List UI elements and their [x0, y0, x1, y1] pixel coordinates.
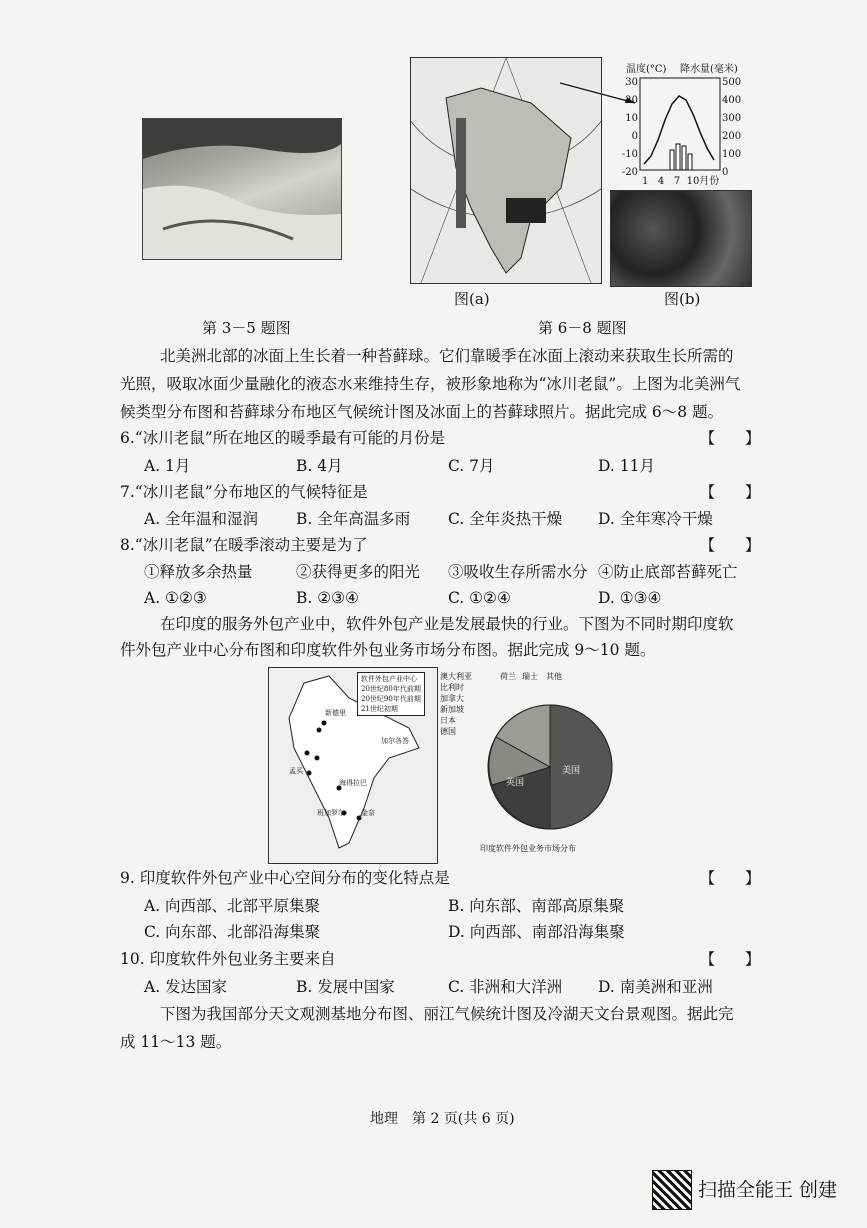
india-software-market-pie [440, 667, 615, 862]
city-chennai: 金奈 [361, 809, 375, 817]
q6-answer-bracket[interactable]: 【 】 [700, 429, 761, 447]
q9-option-d: D. 向西部、南部沿海集聚 [448, 923, 625, 941]
scanner-watermark: 扫描全能王 创建 [698, 1179, 838, 1201]
fig-a-caption: 图(a) [454, 290, 490, 308]
fig-b-caption: 图(b) [664, 290, 701, 308]
q6-option-a: A. 1月 [144, 457, 191, 475]
q6-option-b: B. 4月 [296, 457, 343, 475]
q8-stem: 8.“冰川老鼠”在暖季滚动主要是为了 [120, 536, 368, 554]
passage-9-10-line2: 件外包产业中心分布图和印度软件外包业务市场分布图。据此完成 9～10 题。 [120, 641, 656, 659]
city-hyderabad: 海得拉巴 [339, 779, 367, 787]
pie-caption: 印度软件外包业务市场分布 [480, 844, 576, 853]
q6-option-c: C. 7月 [448, 457, 495, 475]
temp-ticks: 30 20 10 0 -10 -20 [621, 77, 638, 178]
india-map-legend: 软件外包产业中心 20世纪80年代前期 20世纪90年代前期 21世纪初期 [357, 672, 425, 716]
q8-option-d: D. ①③④ [598, 589, 662, 607]
q10-option-d: D. 南美洲和亚洲 [598, 978, 713, 996]
pie-label-japan: 日本 [440, 716, 456, 725]
passage-6-8-line1: 北美洲北部的冰面上生长着一种苔藓球。它们靠暖季在冰面上滚动来获取生长所需的 [160, 347, 734, 365]
q8-statement-4: ④防止底部苔藓死亡 [598, 563, 738, 581]
caption-3-5: 第 3－5 题图 [202, 319, 291, 337]
glacier-photo [142, 118, 342, 260]
q7-option-d: D. 全年寒冷干燥 [598, 510, 713, 528]
passage-9-10-line1: 在印度的服务外包产业中，软件外包产业是发展最快的行业。下图为不同时期印度软 [160, 615, 734, 633]
pie-labels-left [440, 671, 472, 737]
pie-label-netherlands: 荷兰 [500, 672, 516, 681]
pie-label-singapore: 新加坡 [440, 705, 464, 714]
precip-ticks: 500 400 300 200 100 0 [722, 77, 742, 178]
pie-label-uk: 英国 [506, 778, 525, 788]
q8-option-a: A. ①②③ [144, 589, 207, 607]
month-ticks: 1 4 7 10月份 [642, 176, 720, 187]
q8-statement-1: ①释放多余热量 [144, 563, 253, 581]
glacier-photo-art [143, 119, 341, 259]
moss-ball-photo [610, 190, 752, 287]
climate-chart [618, 60, 748, 190]
precip-axis-label: 降水量(毫米) [680, 64, 738, 75]
q8-statement-2: ②获得更多的阳光 [296, 563, 421, 581]
q7-option-b: B. 全年高温多雨 [296, 510, 411, 528]
qr-code-icon [652, 1170, 692, 1210]
pie-label-germany: 德国 [440, 727, 456, 736]
passage-11-13-line2: 成 11～13 题。 [120, 1033, 232, 1051]
q8-answer-bracket[interactable]: 【 】 [700, 536, 761, 554]
pie-label-australia: 澳大利亚 [440, 672, 472, 681]
pie-label-usa: 美国 [562, 766, 581, 776]
city-new-delhi: 新德里 [325, 709, 346, 717]
caption-6-8: 第 6－8 题图 [538, 319, 627, 337]
q7-option-c: C. 全年炎热干燥 [448, 510, 563, 528]
india-software-center-map [268, 667, 438, 864]
q9-stem: 9. 印度软件外包产业中心空间分布的变化特点是 [120, 869, 450, 887]
city-bangalore: 班加罗尔 [317, 809, 345, 817]
pie-label-other: 其他 [546, 672, 562, 681]
q9-answer-bracket[interactable]: 【 】 [700, 869, 761, 887]
q6-stem: 6.“冰川老鼠”所在地区的暖季最有可能的月份是 [120, 429, 446, 447]
q7-stem: 7.“冰川老鼠”分布地区的气候特征是 [120, 483, 368, 501]
q10-option-c: C. 非洲和大洋洲 [448, 978, 563, 996]
q10-answer-bracket[interactable]: 【 】 [700, 950, 761, 968]
page-footer: 地理 第 2 页(共 6 页) [370, 1111, 515, 1127]
q8-option-c: C. ①②④ [448, 589, 511, 607]
temp-axis-label: 温度(°C) [626, 64, 667, 75]
passage-11-13-line1: 下图为我国部分天文观测基地分布图、丽江气候统计图及冷湖天文台景观图。据此完 [160, 1005, 734, 1023]
q9-option-b: B. 向东部、南部高原集聚 [448, 897, 625, 915]
q9-option-a: A. 向西部、北部平原集聚 [144, 897, 321, 915]
passage-6-8-line3: 候类型分布图和苔藓球分布地区气候统计图及冰面上的苔藓球照片。据此完成 6～8 题。 [120, 403, 724, 421]
pie-label-switzerland: 瑞士 [522, 672, 538, 681]
passage-6-8-line2: 光照，吸取冰面少量融化的液态水来维持生存，被形象地称为“冰川老鼠”。上图为北美洲气 [120, 375, 741, 393]
q8-option-b: B. ②③④ [296, 589, 359, 607]
q8-statement-3: ③吸收生存所需水分 [448, 563, 588, 581]
q6-option-d: D. 11月 [598, 457, 655, 475]
q9-option-c: C. 向东部、北部沿海集聚 [144, 923, 321, 941]
q10-option-b: B. 发展中国家 [296, 978, 395, 996]
q7-option-a: A. 全年温和湿润 [144, 510, 259, 528]
q10-option-a: A. 发达国家 [144, 978, 228, 996]
q7-answer-bracket[interactable]: 【 】 [700, 483, 761, 501]
pie-label-canada: 加拿大 [440, 694, 464, 703]
pie-label-belgium: 比利时 [440, 683, 464, 692]
q10-stem: 10. 印度软件外包业务主要来自 [120, 950, 336, 968]
city-mumbai: 孟买 [289, 767, 303, 775]
city-kolkata: 加尔各答 [381, 737, 409, 745]
